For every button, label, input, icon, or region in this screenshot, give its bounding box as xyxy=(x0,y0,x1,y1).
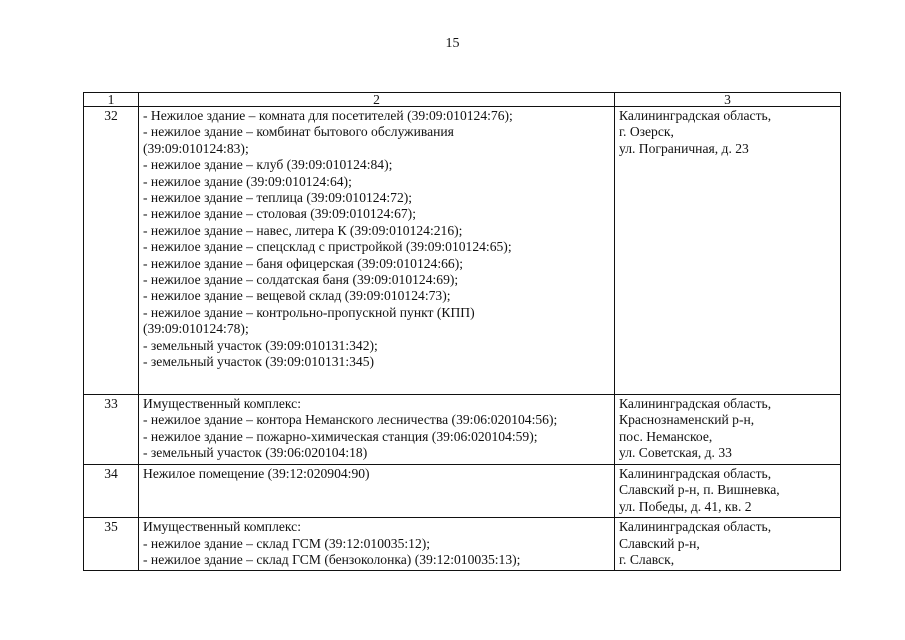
description-line: - нежилое здание – клуб (39:09:010124:84); xyxy=(143,157,393,173)
address-line: ул. Пограничная, д. 23 xyxy=(619,140,749,156)
address-line: пос. Неманское, xyxy=(619,428,713,444)
table-body xyxy=(84,93,841,571)
address-line: Калининградская область, xyxy=(619,519,772,535)
description-line: - нежилое здание – вещевой склад (39:09:010124:73); xyxy=(143,288,451,304)
object-description-cell xyxy=(139,107,615,395)
address-line: ул. Победы, д. 41, кв. 2 xyxy=(619,498,752,514)
object-description-cell xyxy=(139,395,615,465)
description-line: - нежилое здание – пожарно-химическая станция (39:06:020104:59); xyxy=(143,428,538,444)
description-line: - нежилое здание – склад ГСМ (39:12:010035:12); xyxy=(143,535,431,551)
description-line: Нежилое помещение (39:12:020904:90) xyxy=(143,466,370,481)
address-line: г. Озерск, xyxy=(619,124,674,140)
description-line: - нежилое здание – солдатская баня (39:09:010124:69); xyxy=(143,272,459,288)
address-cell xyxy=(615,465,841,518)
address-line: Славский р-н, xyxy=(619,535,700,551)
description-line: - нежилое здание – навес, литера К (39:09:010124:216); xyxy=(143,222,463,238)
row-number-cell: 32 xyxy=(84,107,139,395)
row-number-cell: 33 xyxy=(84,395,139,465)
address-line: Калининградская область, xyxy=(619,108,772,123)
page-number: 15 xyxy=(445,36,460,51)
description-line: - нежилое здание – контора Неманского лесничества (39:06:020104:56); xyxy=(143,412,558,428)
description-line: - нежилое здание – контрольно-пропускной пункт (КПП) xyxy=(143,304,475,320)
header-cell-2: 2 xyxy=(139,93,615,107)
description-line: - нежилое здание (39:09:010124:64); xyxy=(143,173,352,189)
address-cell xyxy=(615,395,841,465)
row-number-cell: 35 xyxy=(84,518,139,571)
header-cell-1: 1 xyxy=(84,93,139,107)
address-line: Славский р-н, п. Вишневка, xyxy=(619,482,780,498)
table-row xyxy=(84,465,841,518)
description-line: - Нежилое здание – комната для посетителей (39:09:010124:76); xyxy=(143,108,513,123)
address-line: Калининградская область, xyxy=(619,466,772,481)
description-line: - нежилое здание – спецсклад с пристройкой (39:09:010124:65); xyxy=(143,239,512,255)
address-line: Калининградская область, xyxy=(619,396,772,411)
object-description-cell xyxy=(139,518,615,571)
row-number-cell: 34 xyxy=(84,465,139,518)
address-line: г. Славск, xyxy=(619,552,675,568)
address-cell xyxy=(615,107,841,395)
description-line: Имущественный комплекс: xyxy=(143,519,301,535)
description-line: - нежилое здание – склад ГСМ (бензоколонка) (39:12:010035:13); xyxy=(143,552,521,568)
table-row xyxy=(84,518,841,571)
description-line: Имущественный комплекс: xyxy=(143,396,301,411)
object-description-cell xyxy=(139,465,615,518)
description-line: - нежилое здание – комбинат бытового обслуживания xyxy=(143,124,454,140)
address-cell xyxy=(615,518,841,571)
description-line: - нежилое здание – столовая (39:09:010124:67); xyxy=(143,206,416,222)
address-line: ул. Советская, д. 33 xyxy=(619,445,732,461)
table-row xyxy=(84,107,841,395)
description-line: - нежилое здание – теплица (39:09:010124:72); xyxy=(143,190,413,206)
description-line: (39:09:010124:78); xyxy=(143,321,249,337)
description-line: - земельный участок (39:09:010131:342); xyxy=(143,337,378,353)
property-table xyxy=(83,92,841,571)
table-row xyxy=(84,395,841,465)
address-line: Краснознаменский р-н, xyxy=(619,412,755,428)
description-line: - земельный участок (39:06:020104:18) xyxy=(143,445,368,461)
description-line: - нежилое здание – баня офицерская (39:09:010124:66); xyxy=(143,255,464,271)
header-cell-3: 3 xyxy=(615,93,841,107)
table-header-row xyxy=(84,93,841,107)
description-line: - земельный участок (39:09:010131:345) xyxy=(143,354,375,370)
description-line: (39:09:010124:83); xyxy=(143,140,249,156)
